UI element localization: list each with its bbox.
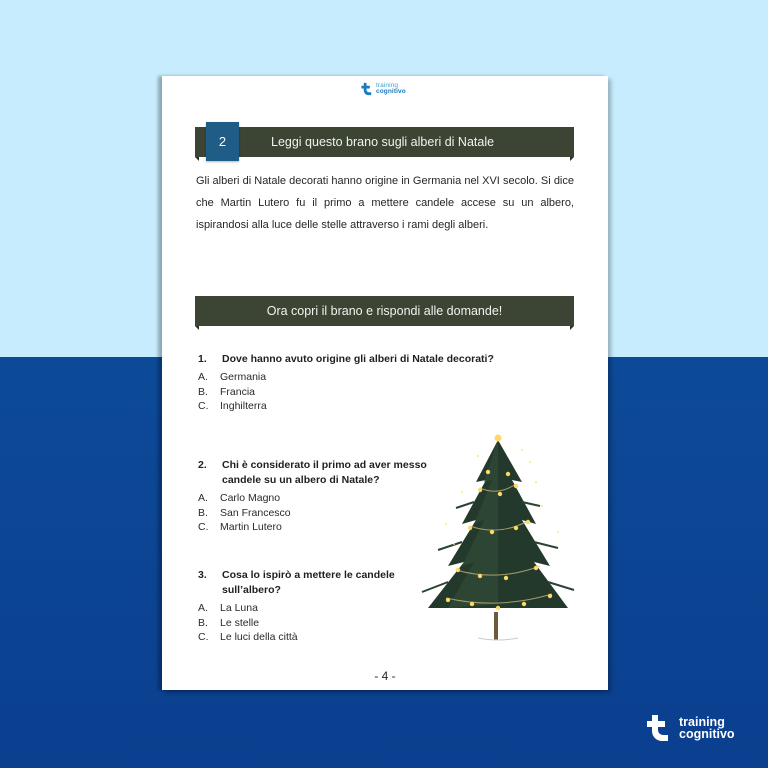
option-text: Le luci della città <box>220 631 298 643</box>
question-text: Cosa lo ispirò a mettere le candele sull’albero? <box>222 569 395 596</box>
option-letter: B. <box>198 385 208 398</box>
answer-option[interactable] <box>198 399 528 414</box>
question-1 <box>198 352 528 414</box>
tc-logo-icon <box>645 713 673 743</box>
option-letter: C. <box>198 631 209 643</box>
logo-line-1: training <box>376 81 399 89</box>
instruction-banner <box>195 296 574 326</box>
answer-option[interactable] <box>198 601 438 616</box>
option-text: Inghilterra <box>220 400 267 412</box>
option-text: La Luna <box>220 602 258 614</box>
section-title: Leggi questo brano sugli alberi di Natale <box>271 135 495 149</box>
instruction-text: Ora copri il brano e rispondi alle domande! <box>266 304 503 318</box>
option-letter: B. <box>198 616 208 629</box>
option-text: Le stelle <box>220 616 260 629</box>
answer-option[interactable] <box>198 616 438 631</box>
option-letter: B. <box>198 506 208 519</box>
option-letter: A. <box>198 492 208 504</box>
brand-logo <box>645 713 735 743</box>
question-number: 3. <box>198 569 207 581</box>
answer-option[interactable] <box>198 385 528 400</box>
answer-option[interactable] <box>198 520 438 535</box>
page-number: - 4 - <box>374 669 396 683</box>
section-number-badge: 2 <box>206 122 239 161</box>
question-3 <box>198 568 438 645</box>
question-text: Dove hanno avuto origine gli alberi di Natale decorati? <box>222 353 494 365</box>
option-text: San Francesco <box>220 506 291 519</box>
answer-options <box>198 491 438 535</box>
option-letter: A. <box>198 602 208 614</box>
section-banner <box>195 127 574 157</box>
tc-logo-icon <box>360 82 374 96</box>
question-number: 2. <box>198 459 207 471</box>
option-letter: C. <box>198 521 209 533</box>
logo-line-2: cognitivo <box>376 88 406 95</box>
page-logo <box>360 82 406 96</box>
answer-option[interactable] <box>198 370 528 385</box>
answer-option[interactable] <box>198 630 438 645</box>
option-text: Germania <box>220 371 267 383</box>
brand-name-line-1: training <box>679 715 725 729</box>
answer-option[interactable] <box>198 506 438 521</box>
question-2 <box>198 458 438 535</box>
option-text: Martin Lutero <box>220 521 282 533</box>
answer-options <box>198 601 438 645</box>
question-text: Chi è considerato il primo ad aver messo candele su un albero di Natale? <box>222 459 427 486</box>
option-letter: C. <box>198 400 209 412</box>
option-letter: A. <box>198 371 208 383</box>
option-text: Francia <box>220 385 256 398</box>
christmas-tree-icon <box>418 432 578 648</box>
brand-name-line-2: cognitivo <box>679 727 735 741</box>
question-number: 1. <box>198 353 207 365</box>
option-text: Carlo Magno <box>220 492 281 504</box>
answer-options <box>198 370 528 414</box>
worksheet-page <box>162 76 608 690</box>
answer-option[interactable] <box>198 491 438 506</box>
reading-passage: Gli alberi di Natale decorati hanno origine in Germania nel XVI secolo. Si dice che Martin Lutero fu il primo a mettere candele accese su un albero, ispirandosi alla luce delle stelle attraverso i rami degli alberi. <box>196 175 574 231</box>
